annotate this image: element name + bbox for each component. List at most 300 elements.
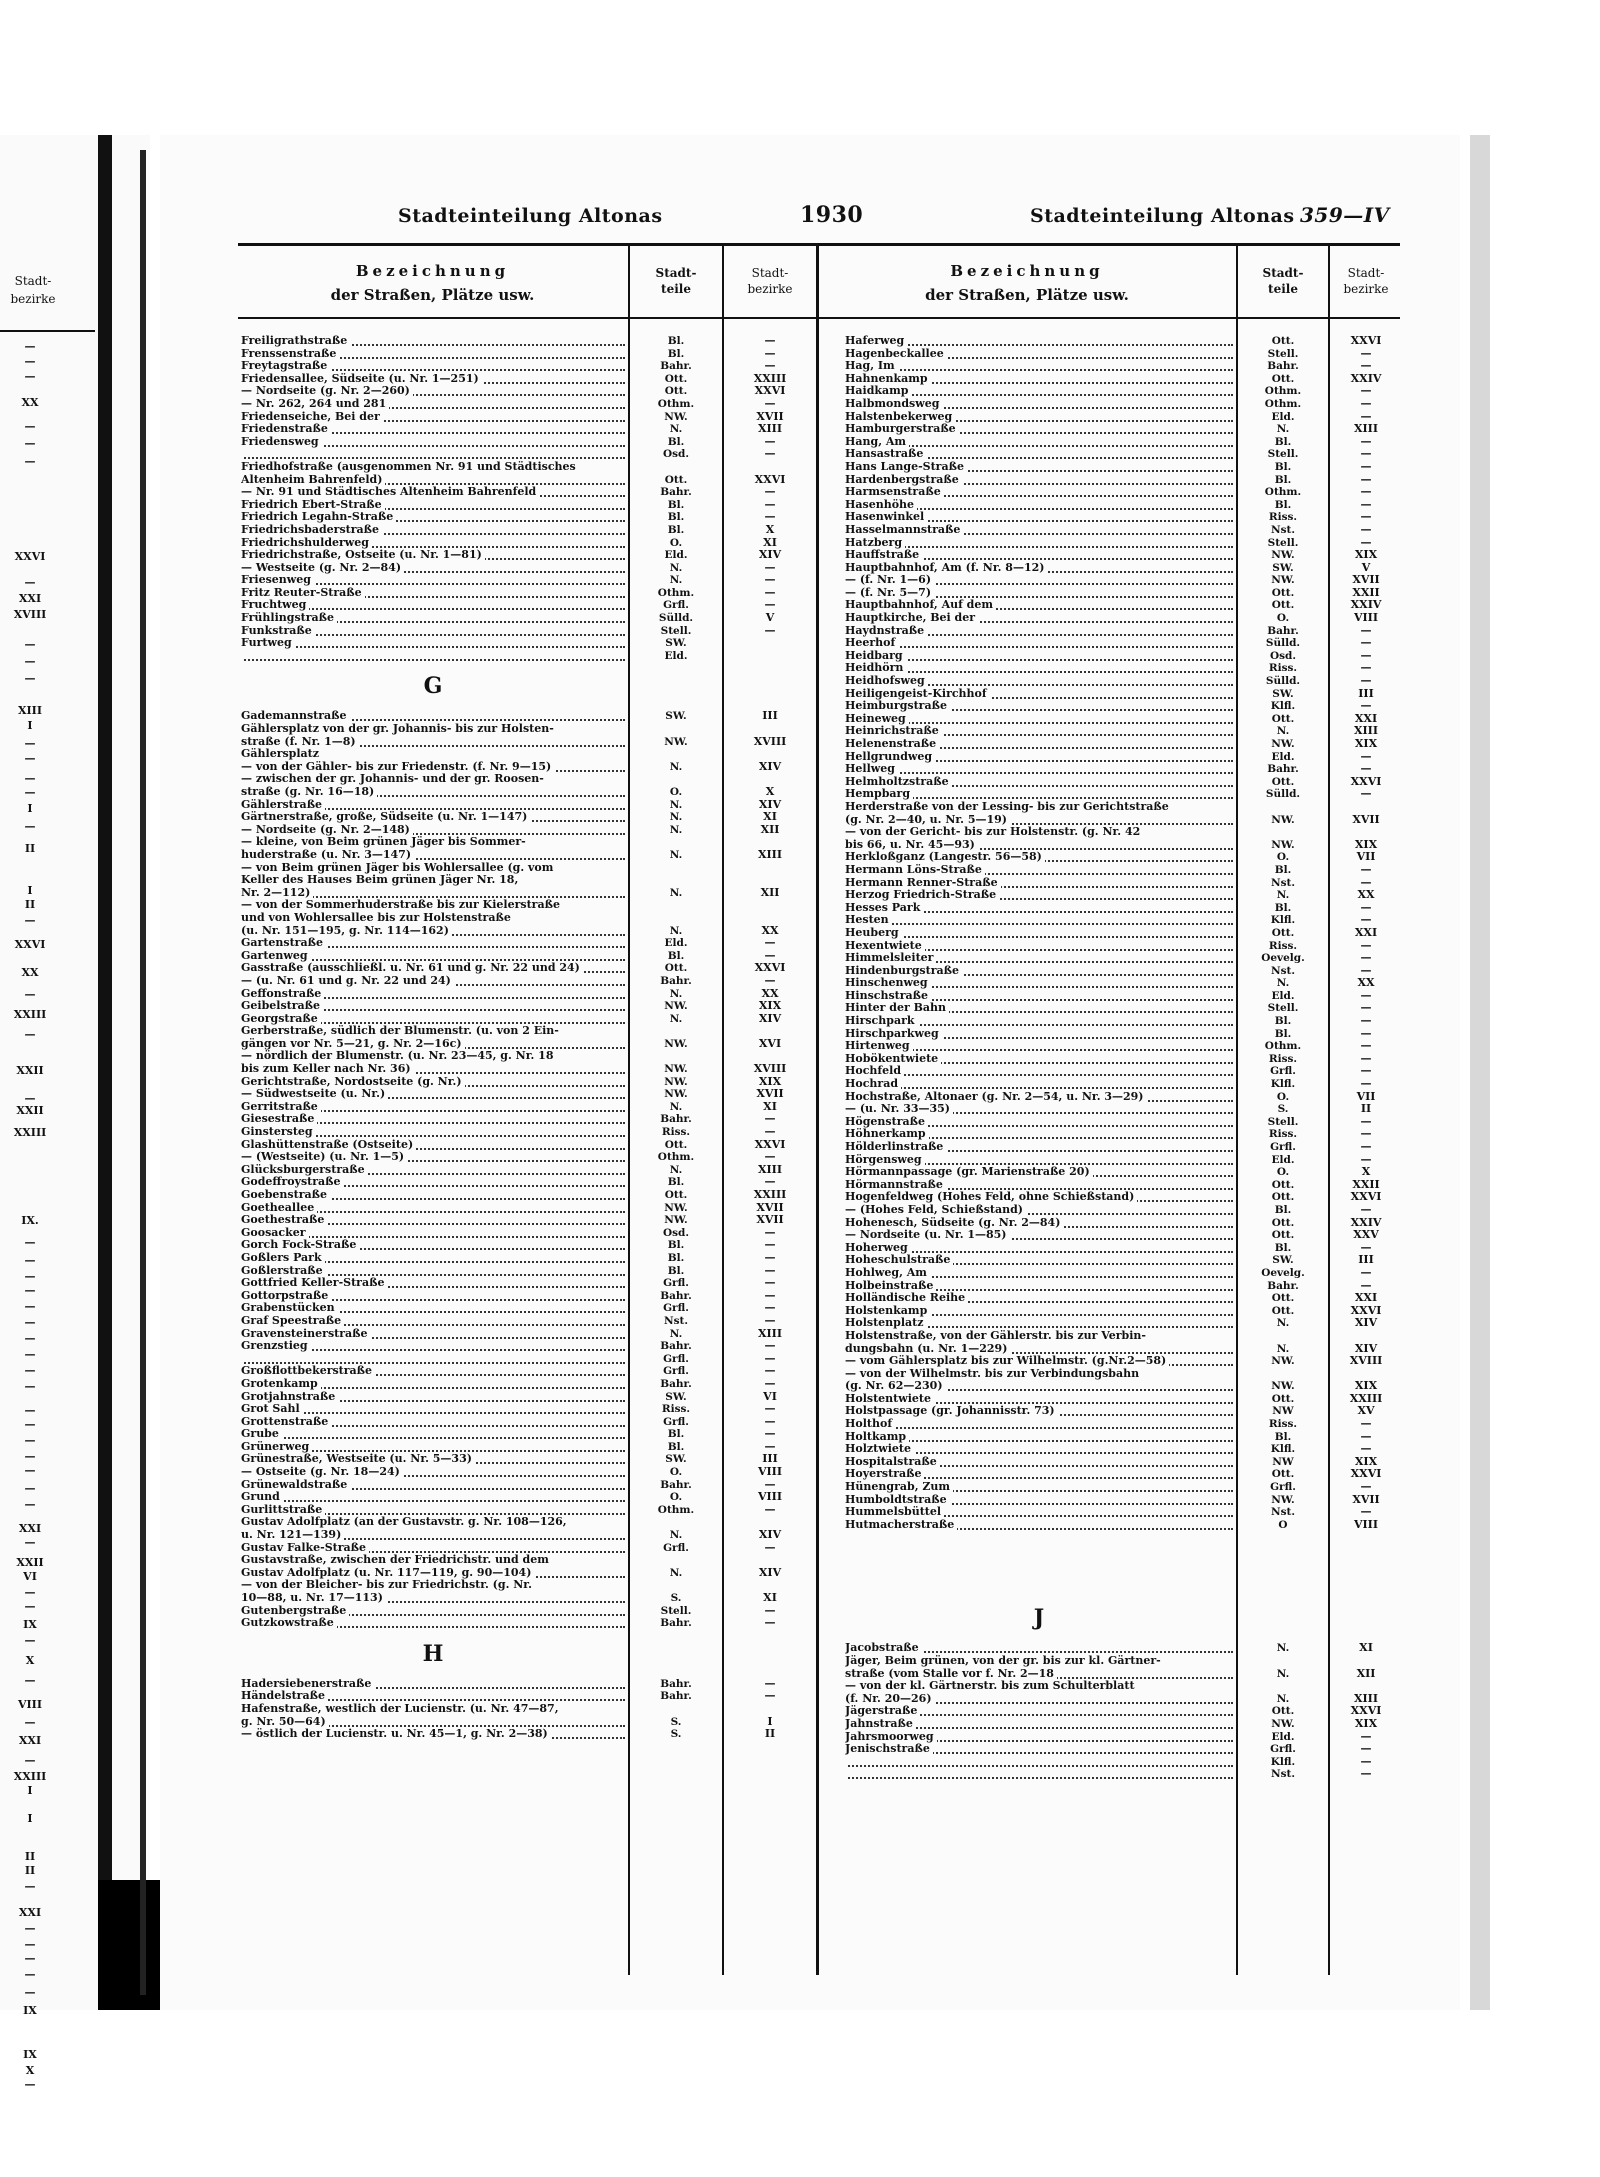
stadtbezirk-value: —: [764, 1440, 776, 1453]
stadtteile-line1: Stadt-: [655, 266, 697, 280]
street-entry: [241, 1050, 625, 1063]
stadtbezirk-value: XVIII: [1349, 1355, 1383, 1368]
stadtteil-value: Ott.: [664, 1189, 688, 1201]
street-entry: [241, 499, 625, 512]
blank-row: [1330, 1531, 1402, 1544]
vline-center: [816, 245, 819, 1975]
stadtbezirk-value: —: [764, 511, 776, 524]
stadtteil-value: N.: [669, 987, 683, 1000]
stadtteil-value: Ott.: [664, 1138, 688, 1151]
stadtteil-value: Sülld.: [1265, 675, 1301, 688]
stadtteil-value: Othm.: [1264, 397, 1302, 410]
street-entry: [241, 1592, 625, 1605]
street-entry: [241, 874, 625, 887]
street-entry: [241, 1189, 625, 1202]
stadtteil-value: Bahr.: [660, 1289, 692, 1302]
stadtteil-value: [630, 874, 722, 887]
prev-bezirk-value: II: [24, 1850, 36, 1863]
street-entry: [845, 625, 1233, 638]
prev-bezirk-value: —: [24, 1464, 36, 1477]
stadtteil-value: Riss.: [1268, 511, 1298, 524]
street-entry: [845, 1418, 1233, 1431]
street-entry: [845, 474, 1233, 487]
street-name: — von Beim grünen Jäger bis Wohlersallee (g. vom: [241, 862, 556, 874]
street-name: Fritz Reuter-Straße: [241, 587, 365, 599]
stadtteil-value: N.: [669, 924, 683, 937]
prev-bezirk-value: —: [24, 1586, 36, 1599]
street-entry: [845, 763, 1233, 776]
stadtbezirk-value: [724, 912, 816, 925]
stadtteil-value: Bl.: [1274, 498, 1292, 511]
prev-bezirk-value: —: [24, 2078, 36, 2091]
prev-bezirk-value: —: [24, 437, 36, 450]
stadtteil-value: O.: [1276, 1166, 1290, 1179]
stadtteil-value: Bl.: [667, 1176, 685, 1189]
stadtteil-value: [630, 773, 722, 786]
stadtteil-value: N.: [1276, 1317, 1290, 1330]
blank-row: [1238, 1582, 1328, 1595]
prev-bezirk-value: —: [24, 576, 36, 589]
prev-bezirk-value: —: [24, 1300, 36, 1313]
leader-dots: [845, 1756, 1233, 1767]
stadtteil-value: Bahr.: [1267, 360, 1299, 373]
prev-bezirk-value: —: [24, 1880, 36, 1893]
stadtteil-value: Stell.: [660, 1604, 692, 1617]
street-entry: [241, 1728, 625, 1741]
stadtbezirk-value: XXIV: [1350, 599, 1382, 612]
street-entry: [845, 851, 1233, 864]
stadtteil-value: N.: [669, 1100, 683, 1113]
leader-dots: [845, 763, 1233, 774]
stadtteil-value: [1238, 826, 1328, 839]
stadtbezirk-value: —: [1360, 1481, 1372, 1494]
leader-dots: [241, 1353, 625, 1364]
stadtteil-value: Riss.: [1268, 1128, 1298, 1141]
stadtteil-value: Klfl.: [1270, 1078, 1296, 1091]
stadtbezirk-value: —: [1360, 1153, 1372, 1166]
leader-dots: [241, 1491, 625, 1502]
street-entry: [241, 1025, 625, 1038]
stadtbezirk-value: X: [765, 786, 775, 798]
stadtteil-value: S.: [670, 1592, 682, 1604]
stadtbezirk-value: —: [764, 1176, 776, 1189]
stadtbezirk-value: VII: [1356, 851, 1376, 864]
street-entry: [845, 1343, 1233, 1356]
street-entry: [845, 1431, 1233, 1444]
street-name: Holstenstraße, von der Gählerstr. bis zur Verbin-: [845, 1330, 1149, 1342]
stadtbezirk-value: —: [1360, 1015, 1372, 1028]
prev-header-rule: [0, 330, 95, 332]
stadtbezirk-value: XV: [1357, 1405, 1375, 1418]
street-name: Frühlingstraße: [241, 612, 337, 624]
street-name: Gorch Fock-Straße: [241, 1239, 359, 1251]
street-name: Holstentwiete: [845, 1393, 934, 1405]
street-entry: [241, 950, 625, 963]
stadtteil-value: NW.: [1271, 1355, 1295, 1368]
street-entry: [845, 801, 1233, 814]
stadtteil-value: Osd.: [662, 448, 690, 461]
stadtteil-value: Grfl.: [663, 1277, 689, 1290]
street-entry: [241, 1139, 625, 1152]
street-entry: [845, 360, 1233, 373]
street-entry: [241, 1340, 625, 1353]
street-name: Heerhof: [845, 637, 898, 649]
stadtbezirk-value: XXII: [1352, 1178, 1380, 1191]
stadtbezirk-value: —: [1360, 1078, 1372, 1091]
leader-dots: [241, 1428, 625, 1439]
street-entry: [845, 1355, 1233, 1368]
street-name: Hölderlinstraße: [845, 1141, 946, 1153]
stadtteil-value: Bahr.: [660, 1113, 692, 1126]
street-entry: [845, 1166, 1233, 1179]
stadtteil-value: Bl.: [667, 1239, 685, 1252]
stadtteil-value: Klfl.: [1270, 914, 1296, 927]
street-entry: [845, 1305, 1233, 1318]
street-entry: [241, 360, 625, 373]
street-name: Großflottbekerstraße: [241, 1365, 375, 1377]
stadtbezirk-value: —: [1360, 952, 1372, 965]
street-entry: [241, 1113, 625, 1126]
stadtbezirk-value: —: [764, 974, 776, 987]
street-entry: [845, 1116, 1233, 1129]
street-name: Herderstraße von der Lessing- bis zur Gerichtstraße: [845, 801, 1172, 813]
stadtteil-value: [630, 748, 722, 761]
leader-dots: [241, 637, 625, 648]
stadtteile-line2: teile: [1268, 282, 1298, 296]
street-entry: [241, 1227, 625, 1240]
leader-dots: [845, 927, 1233, 938]
street-name: Friedrichsbaderstraße: [241, 524, 382, 536]
stadtbezirk-value: XVIII: [753, 1063, 787, 1076]
stadtteil-value: NW.: [664, 1037, 688, 1050]
street-name: bis 66, u. Nr. 45—93): [845, 839, 978, 851]
street-name: Hummelsbüttel: [845, 1506, 944, 1518]
street-entry: [845, 1330, 1233, 1343]
stadtteil-value: O.: [669, 786, 683, 798]
stadtbezirk-value: XXVI: [1350, 1304, 1382, 1317]
left-stadtteile-values: [630, 335, 722, 1741]
stadtteil-value: SW.: [1272, 687, 1294, 700]
blank-row: [1238, 1569, 1328, 1582]
street-entry: [845, 1368, 1233, 1381]
street-entry: [845, 1103, 1233, 1116]
stadtteil-value: N.: [1276, 725, 1290, 738]
stadtteil-value: NW: [1272, 1455, 1294, 1468]
stadtteil-value: N.: [669, 823, 683, 836]
stadtbezirk-value: [724, 1025, 816, 1038]
stadtbezirk-value: XIX: [1354, 738, 1378, 750]
street-entry: [845, 662, 1233, 675]
stadtbezirk-value: XIV: [758, 798, 782, 811]
stadtbezirk-value: —: [1360, 1065, 1372, 1078]
prev-bezirk-value: —: [24, 1634, 36, 1647]
stadtbezirk-value: XXVI: [1350, 335, 1382, 347]
stadtbezirk-value: XVII: [1352, 813, 1380, 826]
stadtbezirk-value: —: [764, 1690, 776, 1703]
prev-bezirk-value: I: [27, 1784, 33, 1797]
stadtteil-value: SW.: [665, 637, 687, 650]
street-name: Hochrad: [845, 1078, 901, 1090]
street-entry: [241, 1214, 625, 1227]
prev-bezirk-value: —: [24, 355, 36, 368]
street-entry: [845, 877, 1233, 890]
stadtbezirk-value: —: [1360, 473, 1372, 486]
street-entry: [241, 348, 625, 361]
stadtbezirk-value: —: [764, 1677, 776, 1690]
street-entry: [845, 1267, 1233, 1280]
street-entry: [845, 499, 1233, 512]
stadtbezirk-value: —: [764, 1277, 776, 1290]
street-name: — (Westseite) (u. Nr. 1—5): [241, 1151, 407, 1163]
street-name: Holländische Reihe: [845, 1292, 968, 1304]
street-name: Haferweg: [845, 335, 907, 347]
street-entry: [241, 761, 625, 774]
stadtteil-value: Bl.: [1274, 435, 1292, 448]
street-name: Hang, Am: [845, 436, 909, 448]
stadtteil-value: NW.: [664, 1201, 688, 1214]
stadtteil-value: Ott.: [1271, 1468, 1295, 1481]
street-name: Gartenweg: [241, 950, 311, 962]
street-entry: [241, 899, 625, 912]
street-name: Hobökentwiete: [845, 1053, 941, 1065]
stadtbezirk-value: —: [1360, 1730, 1372, 1743]
stadtteil-value: Grfl.: [1270, 1481, 1296, 1494]
stadtteil-value: Othm.: [1264, 385, 1302, 398]
stadtbezirk-value: XXVI: [754, 1138, 786, 1151]
street-entry: [241, 1239, 625, 1252]
stadtteil-value: Nst.: [1270, 964, 1295, 977]
prev-bezirk-value: —: [24, 1092, 36, 1105]
street-entry: [845, 1141, 1233, 1154]
stadtbezirk-value: VI: [763, 1390, 777, 1403]
stadtbezirk-value: [1330, 801, 1402, 814]
stadtbezirk-value: —: [1360, 347, 1372, 360]
stadtteil-value: Eld.: [1271, 1153, 1295, 1166]
prev-bezirk-value: —: [24, 340, 36, 353]
prev-bezirk-value: IX.: [21, 1214, 39, 1227]
stadtteil-value: Bahr.: [660, 1340, 692, 1353]
stadtbezirk-value: XXVI: [754, 962, 786, 975]
stadtteile-header-left: [630, 265, 722, 297]
street-entry: [241, 1554, 625, 1567]
street-name: — Nordseite (g. Nr. 2—260): [241, 385, 413, 397]
stadtteil-value: Grfl.: [663, 599, 689, 612]
street-name: Grube: [241, 1428, 282, 1440]
stadtbezirk-value: —: [764, 486, 776, 499]
street-entry: [845, 637, 1233, 650]
stadtbezirk-value: X: [1361, 1166, 1371, 1179]
prev-bezirk-value: —: [24, 1482, 36, 1495]
stadtteil-value: NW.: [664, 410, 688, 423]
street-name: Hauptbahnhof, Auf dem: [845, 599, 996, 611]
stadtteil-value: Stell.: [1267, 1115, 1299, 1128]
street-entry: [845, 952, 1233, 965]
stadtbezirk-value: XVI: [758, 1037, 782, 1050]
stadtteil-value: N.: [669, 1012, 683, 1025]
street-name: Hermann Löns-Straße: [845, 864, 985, 876]
stadtbezirk-value: —: [1360, 460, 1372, 473]
street-name: Gottfried Keller-Straße: [241, 1277, 387, 1289]
stadtbezirk-value: XIX: [1354, 1380, 1378, 1393]
street-name: Friedrich Legahn-Straße: [241, 511, 396, 523]
street-name: Fruchtweg: [241, 599, 309, 611]
street-name: straße (g. Nr. 16—18): [241, 786, 377, 798]
street-entry: [241, 1703, 625, 1716]
stadtbezirk-value: —: [764, 1302, 776, 1315]
street-entry: [845, 1015, 1233, 1028]
stadtbezirk-value: —: [1360, 750, 1372, 763]
street-name: Hagenbeckallee: [845, 348, 947, 360]
stadtbezirk-value: XXV: [1353, 1229, 1379, 1242]
street-name: Gustav Adolfplatz (an der Gustavstr. g. Nr. 108—126,: [241, 1516, 570, 1528]
stadtteil-value: N.: [1276, 1667, 1290, 1680]
stadtbezirk-value: XXI: [1354, 926, 1378, 939]
street-entry: [845, 826, 1233, 839]
prev-bezirk-value: XIII: [18, 704, 42, 717]
street-name: Goebenstraße: [241, 1189, 330, 1201]
stadtteil-value: Grfl.: [663, 1365, 689, 1378]
street-name: Hasenwinkel: [845, 511, 927, 523]
prev-bezirk-value: —: [24, 1674, 36, 1687]
stadtteil-value: [630, 912, 722, 925]
stadtbezirk-value: XXI: [1354, 1292, 1378, 1305]
street-name: Holztwiete: [845, 1443, 914, 1455]
street-entry: [241, 736, 625, 749]
street-entry: [241, 511, 625, 524]
stadtbezirk-value: —: [1360, 1027, 1372, 1040]
street-entry: [241, 1428, 625, 1441]
street-name: Funkstraße: [241, 625, 315, 637]
stadtbezirk-value: —: [1360, 964, 1372, 977]
street-entry: [241, 599, 625, 612]
blank-row: [845, 1582, 1233, 1595]
stadtteil-value: Nst.: [1270, 523, 1295, 536]
header-left-title: Stadteinteilung Altonas: [398, 205, 663, 227]
street-name: (u. Nr. 151—195, g. Nr. 114—162): [241, 925, 452, 937]
prev-bezirk-value: I: [27, 884, 33, 897]
prev-bezirk-value: —: [24, 1536, 36, 1549]
stadtteil-value: Bl.: [667, 1251, 685, 1264]
street-name: Grenzstieg: [241, 1340, 311, 1352]
stadtteil-value: Bahr.: [660, 1478, 692, 1491]
stadtteil-value: Ott.: [1271, 1178, 1295, 1191]
street-entry: [845, 335, 1233, 348]
stadtbezirk-value: —: [764, 561, 776, 574]
stadtbezirk-value: XXVI: [1350, 775, 1382, 788]
stadtteil-value: Stell.: [1267, 1002, 1299, 1015]
blank-row: [1330, 1582, 1402, 1595]
stadtteil-value: Othm.: [657, 586, 695, 599]
street-name: Hans Lange-Straße: [845, 461, 967, 473]
stadtteil-value: Eld.: [1271, 989, 1295, 1002]
stadtteil-value: NW.: [1271, 838, 1295, 851]
leader-dots: [845, 1768, 1233, 1779]
street-name: Hempbarg: [845, 788, 913, 800]
street-name: — von der kl. Gärtnerstr. bis zum Schulterblatt: [845, 1680, 1138, 1692]
prev-bezirk-value: II: [24, 898, 36, 911]
stadtbezirk-value: —: [1360, 385, 1372, 398]
street-entry: [845, 1154, 1233, 1167]
stadtteil-value: Bl.: [667, 1440, 685, 1453]
street-name: Friedrichshulderweg: [241, 537, 372, 549]
stadtbezirk-value: XXIII: [753, 372, 787, 385]
street-name: — Westseite (g. Nr. 2—84): [241, 562, 404, 574]
stadtbezirk-value: XI: [763, 1592, 777, 1604]
stadtbezirk-value: XXVI: [1350, 1705, 1382, 1718]
stadtbezirk-value: —: [764, 1415, 776, 1428]
stadtbezirk-value: —: [1360, 901, 1372, 914]
street-entry: [241, 1365, 625, 1378]
stadtbezirk-value: —: [764, 360, 776, 373]
street-entry: [845, 1078, 1233, 1091]
street-name: Freytagstraße: [241, 360, 330, 372]
stadtteil-value: Osd.: [662, 1226, 690, 1239]
stadtteil-value: [630, 1579, 722, 1592]
street-name: Holtkamp: [845, 1431, 909, 1443]
street-entry: [845, 1053, 1233, 1066]
street-entry: [845, 1519, 1233, 1532]
section-spacer: [1238, 1594, 1328, 1642]
street-name: u. Nr. 121—139): [241, 1529, 344, 1541]
street-name: Gurlittstraße: [241, 1504, 325, 1516]
stadtteil-value: Sülld.: [658, 612, 694, 625]
prev-bezirk-value: —: [24, 370, 36, 383]
stadtbezirk-value: —: [1360, 876, 1372, 889]
street-name: Hindenburgstraße: [845, 965, 962, 977]
prev-bezirk-value: XXI: [18, 1906, 42, 1919]
street-entry: [241, 1302, 625, 1315]
street-entry: [845, 864, 1233, 877]
stadtteil-value: NW.: [664, 1075, 688, 1088]
street-entry: [241, 1202, 625, 1215]
stadtbezirk-value: XIII: [1354, 423, 1378, 436]
stadtbezirk-value: XXIV: [1350, 372, 1382, 385]
street-name: Goetheallee: [241, 1202, 317, 1214]
street-name: Hoheschulstraße: [845, 1254, 953, 1266]
prev-column-header: [5, 272, 61, 308]
street-entry: [241, 524, 625, 537]
stadtteil-value: Ott.: [1271, 1705, 1295, 1718]
street-name: Hasenhöhe: [845, 499, 917, 511]
street-name: Hauffstraße: [845, 549, 922, 561]
prev-bezirk-value: —: [24, 1938, 36, 1951]
stadtbezirk-value: II: [764, 1728, 776, 1741]
street-name: — Nordseite (u. Nr. 1—85): [845, 1229, 1010, 1241]
stadtteil-value: Nst.: [1270, 1768, 1295, 1781]
street-name: Freiligrathstraße: [241, 335, 350, 347]
prev-bezirk-value: —: [24, 1434, 36, 1447]
street-name: Frenssenstraße: [241, 348, 339, 360]
street-entry: [241, 1416, 625, 1429]
street-entry: [845, 612, 1233, 625]
street-name: Glashüttenstraße (Ostseite): [241, 1139, 416, 1151]
street-name: Friedrich Ebert-Straße: [241, 499, 385, 511]
street-entry: [241, 574, 625, 587]
street-name: Hoyerstraße: [845, 1468, 924, 1480]
stadtbezirk-value: XIX: [1354, 549, 1378, 562]
street-entry: [845, 486, 1233, 499]
street-entry: [845, 562, 1233, 575]
stadtbezirk-value: —: [1360, 435, 1372, 448]
stadtbezirk-value: —: [1360, 1418, 1372, 1431]
street-entry: [845, 889, 1233, 902]
stadtteil-value: O.: [1276, 1090, 1290, 1103]
blank-row: [1238, 1544, 1328, 1557]
street-entry: [241, 1076, 625, 1089]
street-name: gängen vor Nr. 5—21, g. Nr. 2—16c): [241, 1038, 465, 1050]
street-entry: [845, 788, 1233, 801]
stadtbezirk-value: X: [765, 523, 775, 536]
